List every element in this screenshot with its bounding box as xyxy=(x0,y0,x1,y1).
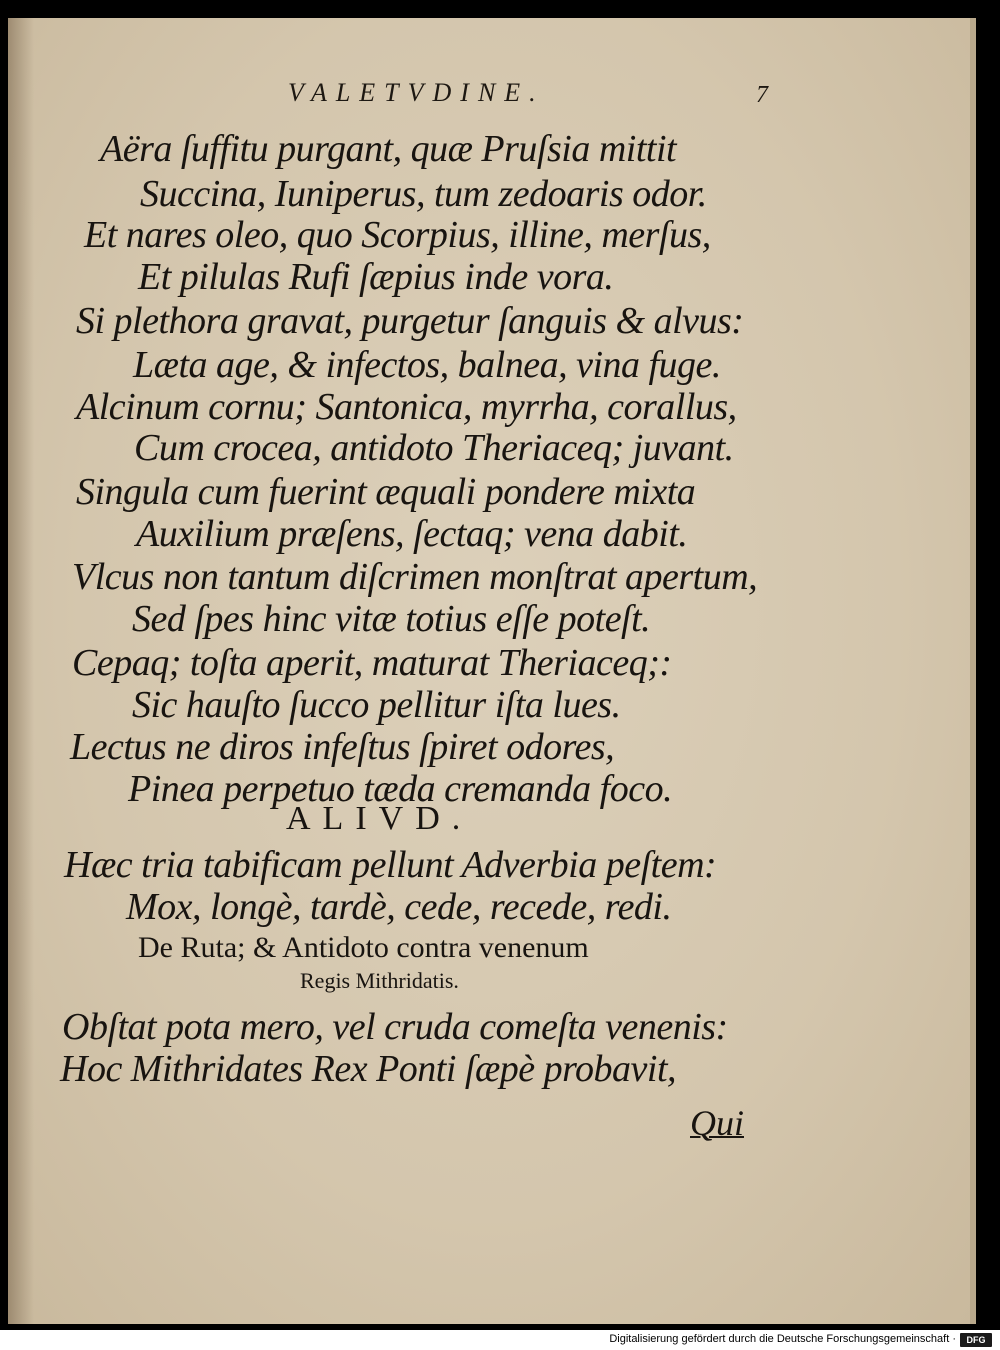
footer-credit: Digitalisierung gefördert durch die Deutsche Forschungsgemeinschaft · xyxy=(609,1333,956,1345)
page-gutter-shadow xyxy=(8,18,34,1324)
verse-line: Sic hauſto ſucco pellitur iſta lues. xyxy=(132,684,621,726)
section-subtitle-continued: Regis Mithridatis. xyxy=(300,968,459,993)
verse-line: Et pilulas Rufi ſæpius inde vora. xyxy=(138,256,614,298)
verse-line: Obſtat pota mero, vel cruda comeſta venenis: xyxy=(62,1006,728,1048)
verse-line: Hoc Mithridates Rex Ponti ſæpè probavit, xyxy=(60,1048,677,1090)
verse-line: Alcinum cornu; Santonica, myrrha, corallus, xyxy=(76,386,737,428)
verse-line: Singula cum fuerint æquali pondere mixta xyxy=(76,471,696,513)
dfg-logo-icon: DFG xyxy=(960,1333,992,1347)
verse-line: Et nares oleo, quo Scorpius, illine, merſus, xyxy=(84,214,711,256)
verse-line: Succina, Iuniperus, tum zedoaris odor. xyxy=(140,173,707,215)
section-heading: ALIVD. xyxy=(286,800,473,837)
page-number: 7 xyxy=(756,82,768,108)
verse-line: Mox, longè, tardè, cede, recede, redi. xyxy=(126,886,672,928)
verse-line: Auxilium præſens, ſectaq; vena dabit. xyxy=(136,513,688,555)
book-page xyxy=(8,18,976,1324)
verse-line: Pinea perpetuo tæda cremanda foco. xyxy=(128,768,673,810)
verse-line: Aëra ſuffitu purgant, quæ Pruſsia mittit xyxy=(100,128,677,170)
verse-line: Hæc tria tabificam pellunt Adverbia peſtem: xyxy=(64,844,717,886)
verse-line: Læta age, & infectos, balnea, vina fuge. xyxy=(133,344,721,386)
verse-line: Vlcus non tantum diſcrimen monſtrat apertum, xyxy=(72,556,758,598)
verse-line: Sed ſpes hinc vitæ totius eſſe poteſt. xyxy=(132,598,651,640)
verse-line: Cum crocea, antidoto Theriaceq; juvant. xyxy=(134,427,734,469)
verse-line: Si plethora gravat, purgetur ſanguis & alvus: xyxy=(76,300,744,342)
footer-bar xyxy=(0,1330,1000,1350)
verse-line: Lectus ne diros infeſtus ſpiret odores, xyxy=(70,726,615,768)
catchword: Qui xyxy=(690,1103,744,1143)
running-head: VALETVDINE. xyxy=(288,78,545,107)
verse-line: Cepaq; toſta aperit, maturat Theriaceq;: xyxy=(72,642,672,684)
section-subtitle: De Ruta; & Antidoto contra venenum xyxy=(138,931,589,964)
